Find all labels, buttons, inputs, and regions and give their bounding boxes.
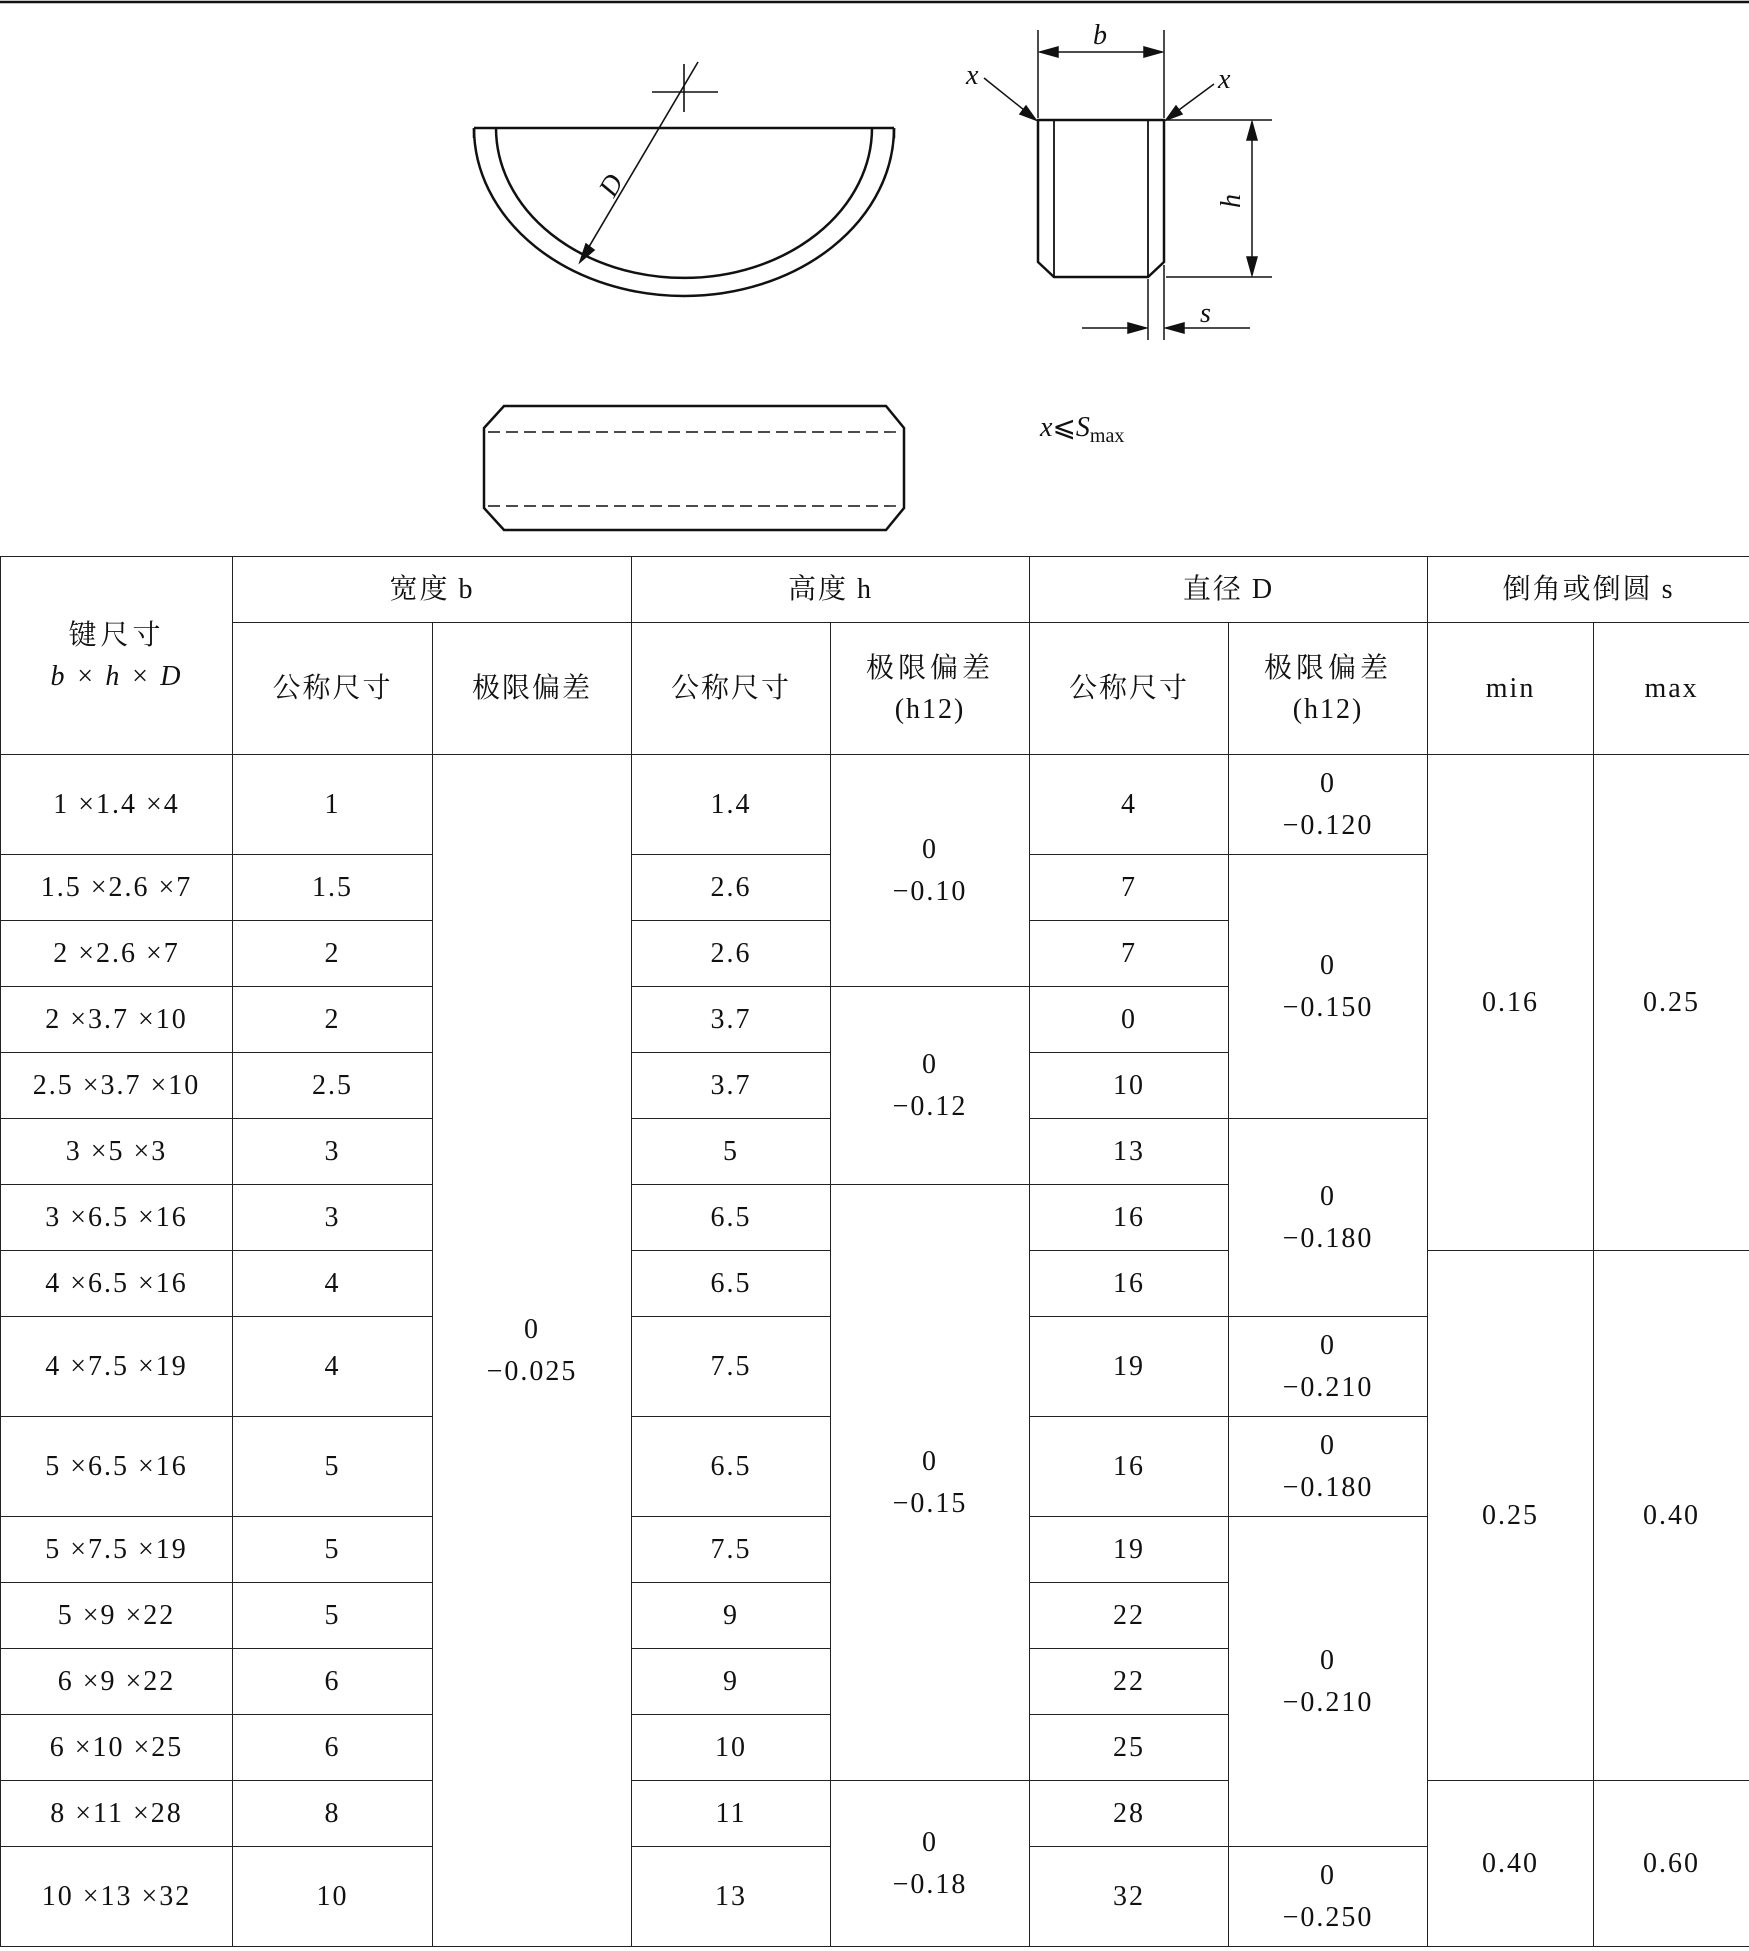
height-nominal-cell: 9 <box>632 1583 831 1649</box>
diameter-nominal-cell: 28 <box>1030 1781 1229 1847</box>
diameter-h12-label: (h12) <box>1292 693 1364 725</box>
key-size-cell: 10 ×13 ×32 <box>1 1847 233 1947</box>
height-nominal-cell: 7.5 <box>632 1517 831 1583</box>
diameter-nominal-cell: 19 <box>1030 1517 1229 1583</box>
height-nominal-cell: 6.5 <box>632 1185 831 1251</box>
chamfer-min-cell: 0.16 <box>1428 755 1594 1251</box>
chamfer-min-cell: 0.40 <box>1428 1781 1594 1947</box>
width-nominal-cell: 6 <box>233 1715 433 1781</box>
tol-upper: 0 <box>922 1445 939 1477</box>
width-nominal-cell: 5 <box>233 1417 433 1517</box>
width-nominal-header: 公称尺寸 <box>233 623 433 755</box>
diameter-nominal-cell: 25 <box>1030 1715 1229 1781</box>
label-x-left: x <box>966 60 979 91</box>
diameter-tolerance-cell <box>1229 1317 1428 1417</box>
diameter-tolerance-cell <box>1229 855 1428 1119</box>
key-size-cell: 2 ×2.6 ×7 <box>1 921 233 987</box>
formula-subscript: max <box>1089 425 1125 447</box>
tol-upper: 0 <box>1320 1180 1337 1212</box>
tol-upper: 0 <box>922 1048 939 1080</box>
width-nominal-cell: 6 <box>233 1649 433 1715</box>
label-D: D <box>593 169 631 203</box>
diameter-limit-header <box>1229 623 1428 755</box>
width-nominal-cell: 2 <box>233 921 433 987</box>
width-nominal-cell: 2.5 <box>233 1053 433 1119</box>
chamfer-max-cell: 0.25 <box>1594 755 1749 1251</box>
width-tolerance-cell <box>433 755 632 1947</box>
side-view <box>1038 120 1164 277</box>
label-s: s <box>1200 298 1211 329</box>
height-nominal-cell: 11 <box>632 1781 831 1847</box>
table-row <box>1 1781 1749 1847</box>
tol-lower: −0.120 <box>1282 809 1374 841</box>
key-size-cell: 6 ×10 ×25 <box>1 1715 233 1781</box>
formula-relation: ⩽ <box>1052 412 1076 443</box>
key-size-formula: b × h × D <box>50 660 183 692</box>
diameter-tolerance-cell <box>1229 1517 1428 1847</box>
key-size-cell: 1 ×1.4 ×4 <box>1 755 233 855</box>
chamfer-formula <box>1039 412 1124 447</box>
diameter-nominal-cell: 32 <box>1030 1847 1229 1947</box>
chamfer-arrows <box>984 78 1214 120</box>
key-dimensions-table <box>0 556 1749 1947</box>
height-nominal-cell: 3.7 <box>632 1053 831 1119</box>
width-nominal-cell: 3 <box>233 1119 433 1185</box>
width-group-header: 宽度 b <box>233 557 632 623</box>
tol-upper: 0 <box>1320 1429 1337 1461</box>
width-limit-header: 极限偏差 <box>433 623 632 755</box>
diameter-nominal-cell: 10 <box>1030 1053 1229 1119</box>
key-size-cell: 3 ×5 ×3 <box>1 1119 233 1185</box>
formula-S: S <box>1075 412 1090 443</box>
diameter-nominal-cell: 22 <box>1030 1583 1229 1649</box>
key-size-cell: 2.5 ×3.7 ×10 <box>1 1053 233 1119</box>
height-nominal-header: 公称尺寸 <box>632 623 831 755</box>
diameter-tolerance-cell <box>1229 1119 1428 1317</box>
table-row <box>1 755 1749 855</box>
tol-upper: 0 <box>1320 1859 1337 1891</box>
diameter-dimension <box>580 62 718 262</box>
diameter-nominal-cell: 16 <box>1030 1185 1229 1251</box>
label-x-right: x <box>1218 64 1231 95</box>
tol-lower: −0.180 <box>1282 1471 1374 1503</box>
height-limit-label: 极限偏差 <box>866 650 995 684</box>
width-nominal-cell: 10 <box>233 1847 433 1947</box>
height-nominal-cell: 5 <box>632 1119 831 1185</box>
key-size-cell: 8 ×11 ×28 <box>1 1781 233 1847</box>
tol-lower: −0.15 <box>892 1487 968 1519</box>
height-tolerance-cell <box>831 987 1030 1185</box>
tol-upper: 0 <box>1320 1644 1337 1676</box>
height-group-header: 高度 h <box>632 557 1030 623</box>
diameter-nominal-cell: 16 <box>1030 1417 1229 1517</box>
tol-upper: 0 <box>1320 949 1337 981</box>
key-size-cell: 5 ×9 ×22 <box>1 1583 233 1649</box>
diameter-nominal-cell: 7 <box>1030 921 1229 987</box>
tol-lower: −0.250 <box>1282 1901 1374 1933</box>
height-nominal-cell: 6.5 <box>632 1417 831 1517</box>
height-nominal-cell: 7.5 <box>632 1317 831 1417</box>
height-nominal-cell: 2.6 <box>632 921 831 987</box>
chamfer-group-header: 倒角或倒圆 s <box>1428 557 1749 623</box>
plan-view <box>484 406 904 530</box>
width-nominal-cell: 4 <box>233 1317 433 1417</box>
chamfer-min-cell: 0.25 <box>1428 1251 1594 1781</box>
chamfer-max-cell: 0.40 <box>1594 1251 1749 1781</box>
height-nominal-cell: 3.7 <box>632 987 831 1053</box>
diameter-nominal-cell: 16 <box>1030 1251 1229 1317</box>
width-nominal-cell: 3 <box>233 1185 433 1251</box>
height-tolerance-cell <box>831 1185 1030 1781</box>
height-h12-label: (h12) <box>894 693 966 725</box>
height-nominal-cell: 10 <box>632 1715 831 1781</box>
label-b: b <box>1093 20 1107 51</box>
chamfer-max-header: max <box>1594 623 1749 755</box>
width-nominal-cell: 1.5 <box>233 855 433 921</box>
width-nominal-cell: 4 <box>233 1251 433 1317</box>
diameter-group-header: 直径 D <box>1030 557 1428 623</box>
diameter-tolerance-cell <box>1229 1847 1428 1947</box>
tol-upper: 0 <box>922 1826 939 1858</box>
key-size-cell: 4 ×6.5 ×16 <box>1 1251 233 1317</box>
key-size-header <box>1 557 233 755</box>
diameter-nominal-cell: 13 <box>1030 1119 1229 1185</box>
key-size-cell: 6 ×9 ×22 <box>1 1649 233 1715</box>
width-nominal-cell: 5 <box>233 1583 433 1649</box>
height-limit-header <box>831 623 1030 755</box>
height-tolerance-cell <box>831 755 1030 987</box>
key-size-cell: 4 ×7.5 ×19 <box>1 1317 233 1417</box>
key-drawing <box>0 0 1749 560</box>
diameter-nominal-header: 公称尺寸 <box>1030 623 1229 755</box>
diameter-nominal-cell: 0 <box>1030 987 1229 1053</box>
diameter-nominal-cell: 22 <box>1030 1649 1229 1715</box>
key-size-cell: 2 ×3.7 ×10 <box>1 987 233 1053</box>
key-size-cell: 3 ×6.5 ×16 <box>1 1185 233 1251</box>
height-tolerance-cell <box>831 1781 1030 1947</box>
height-nominal-cell: 2.6 <box>632 855 831 921</box>
key-size-cell: 1.5 ×2.6 ×7 <box>1 855 233 921</box>
key-size-cell: 5 ×7.5 ×19 <box>1 1517 233 1583</box>
width-nominal-cell: 1 <box>233 755 433 855</box>
diameter-limit-label: 极限偏差 <box>1264 650 1393 684</box>
tol-lower: −0.18 <box>892 1868 968 1900</box>
diameter-nominal-cell: 7 <box>1030 855 1229 921</box>
height-nominal-cell: 9 <box>632 1649 831 1715</box>
tol-lower: −0.12 <box>892 1090 968 1122</box>
chamfer-min-header: min <box>1428 623 1594 755</box>
key-size-label: 键尺寸 <box>68 617 165 651</box>
height-nominal-cell: 13 <box>632 1847 831 1947</box>
tol-lower: −0.210 <box>1282 1686 1374 1718</box>
tol-lower: −0.10 <box>892 875 968 907</box>
label-h: h <box>1216 194 1247 208</box>
height-nominal-cell: 6.5 <box>632 1251 831 1317</box>
tol-upper: 0 <box>1320 1329 1337 1361</box>
tol-upper: 0 <box>1320 767 1337 799</box>
tol-upper: 0 <box>922 833 939 865</box>
tol-lower: −0.025 <box>486 1355 578 1387</box>
diameter-tolerance-cell <box>1229 1417 1428 1517</box>
formula-x: x <box>1040 412 1053 443</box>
diameter-tolerance-cell <box>1229 755 1428 855</box>
tol-upper: 0 <box>524 1313 540 1345</box>
front-view <box>474 128 894 296</box>
tol-lower: −0.180 <box>1282 1222 1374 1254</box>
width-nominal-cell: 8 <box>233 1781 433 1847</box>
width-nominal-cell: 5 <box>233 1517 433 1583</box>
key-size-cell: 5 ×6.5 ×16 <box>1 1417 233 1517</box>
height-nominal-cell: 1.4 <box>632 755 831 855</box>
diameter-nominal-cell: 19 <box>1030 1317 1229 1417</box>
width-nominal-cell: 2 <box>233 987 433 1053</box>
tol-lower: −0.210 <box>1282 1371 1374 1403</box>
diameter-nominal-cell: 4 <box>1030 755 1229 855</box>
chamfer-max-cell: 0.60 <box>1594 1781 1749 1947</box>
tol-lower: −0.150 <box>1282 991 1374 1023</box>
